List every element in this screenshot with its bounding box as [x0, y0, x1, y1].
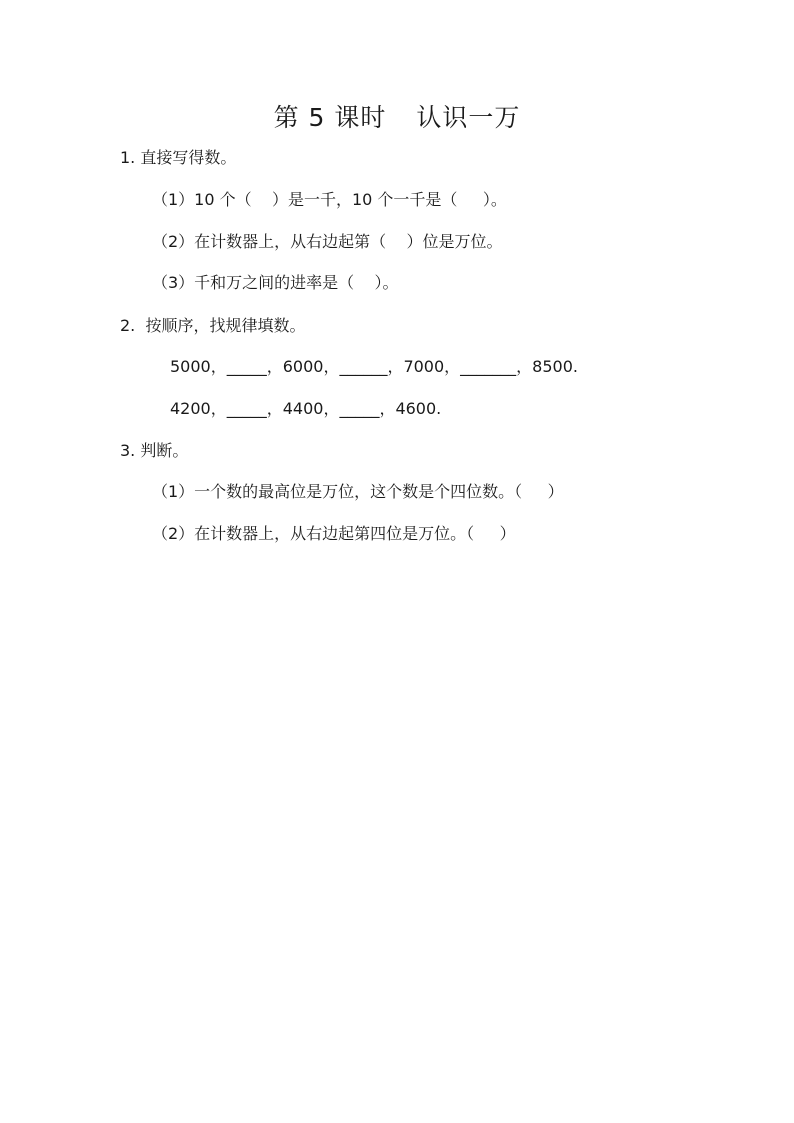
question-1-3: （3）千和万之间的进率是（ ）。 [152, 273, 399, 292]
judgment-1: （1）一个数的最高位是万位，这个数是个四位数。（ ） [152, 482, 564, 501]
question-1-1: （1）10 个（ ）是一千，10 个一千是（ ）。 [152, 190, 507, 209]
judgment-2: （2）在计数器上，从右边起第四位是万位。（ ） [152, 524, 516, 543]
sequence-2: 4200，_____，4400，_____，4600. [170, 399, 442, 418]
section-1-heading: 1. 直接写得数。 [120, 148, 237, 167]
lesson-number: 第 5 课时 [273, 103, 387, 132]
section-3-heading: 3. 判断。 [120, 441, 189, 460]
question-1-2: （2）在计数器上，从右边起第（ ）位是万位。 [152, 232, 503, 251]
sequence-1: 5000，_____，6000，______，7000，_______，8500. [170, 357, 578, 376]
page-title [0, 98, 794, 134]
lesson-topic: 认识一万 [416, 103, 521, 132]
section-2-heading: 2. 按顺序，找规律填数。 [120, 316, 306, 335]
